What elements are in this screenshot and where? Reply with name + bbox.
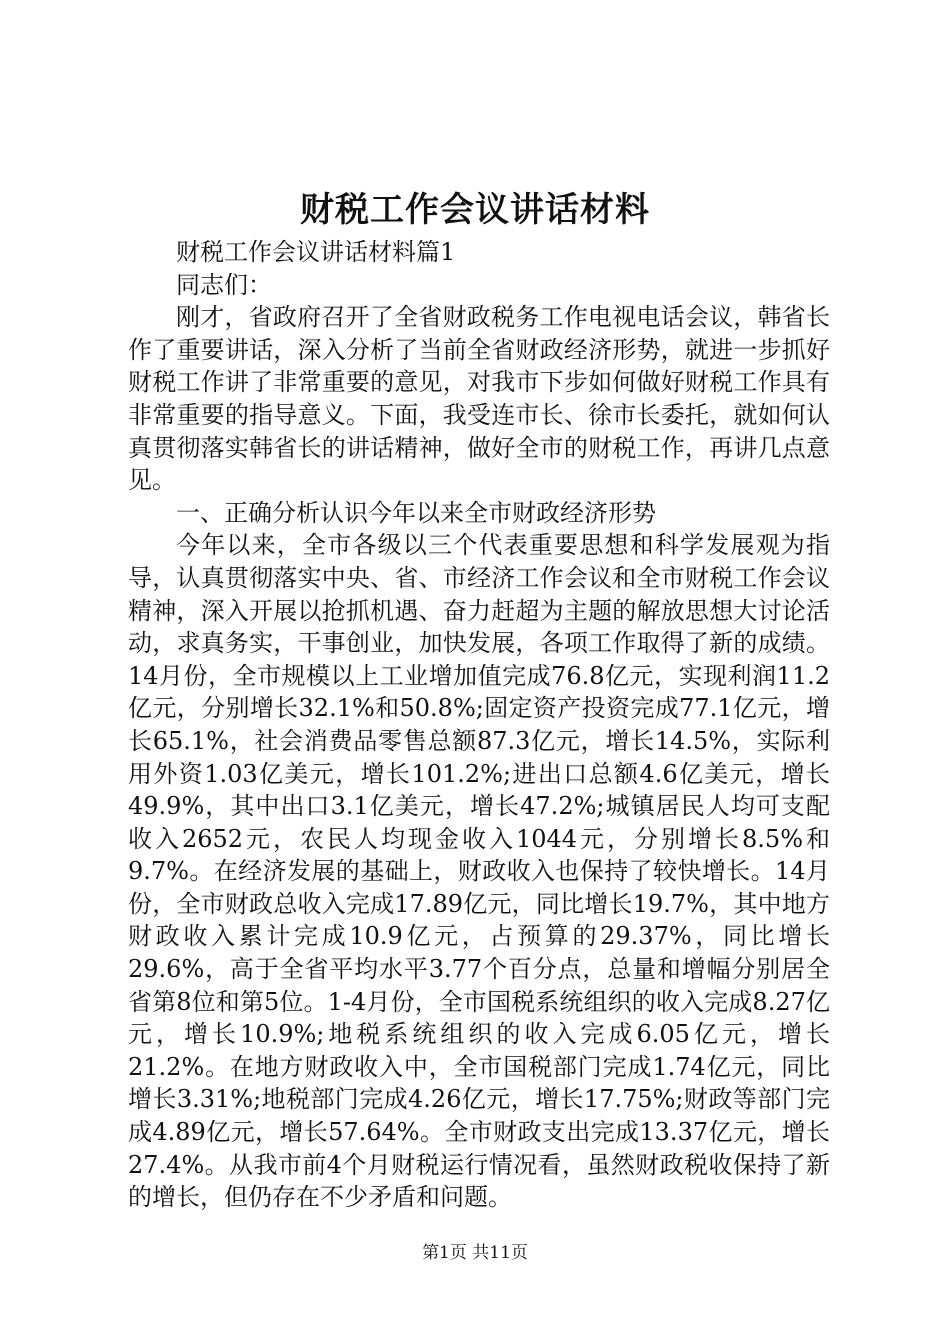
salutation: 同志们： (176, 270, 272, 299)
document-title: 财税工作会议讲话材料 (300, 190, 650, 230)
intro-paragraph: 刚才，省政府召开了全省财政税务工作电视电话会议，韩省长作了重要讲话，深入分析了当前全省财政经济形势，就进一步抓好财税工作讲了非常重要的意见，对我市下步如何做好财税工作具有非常重要的指导意义。下面，我受连市长、徐市长委托，就如何认真贯彻落实韩省长的讲话精神，做好全市的财税工作，再讲几点意见。 (128, 303, 830, 495)
page-number-footer: 第1页 共11页 (422, 1243, 528, 1263)
document-body (128, 236, 830, 1214)
economic-situation-paragraph: 今年以来，全市各级以三个代表重要思想和科学发展观为指导，认真贯彻落实中央、省、市经济工作会议和全市财税工作会议精神，深入开展以抢抓机遇、奋力赶超为主题的解放思想大讨论活动，求真务实，干事创业，加快发展，各项工作取得了新的成绩。14月份，全市规模以上工业增加值完成76.8亿元，实现利润11.2亿元，分别增长32.1%和50.8%;固定资产投资完成77.1亿元，增长65.1%，社会消费品零售总额87.3亿元，增长14.5%，实际利用外资1.03亿美元，增长101.2%;进出口总额4.6亿美元，增长49.9%，其中出口3.1亿美元，增长47.2%;城镇居民人均可支配收入2652元，农民人均现金收入1044元，分别增长8.5%和9.7%。在经济发展的基础上，财政收入也保持了较快增长。14月份，全市财政总收入完成17.89亿元，同比增长19.7%，其中地方财政收入累计完成10.9亿元，占预算的29.37%，同比增长29.6%，高于全省平均水平3.77个百分点，总量和增幅分别居全省第8位和第5位。1-4月份，全市国税系统组织的收入完成8.27亿元，增长10.9%;地税系统组织的收入完成6.05亿元，增长21.2%。在地方财政收入中，全市国税部门完成1.74亿元，同比增长3.31%;地税部门完成4.26亿元，增长17.75%;财政等部门完成4.89亿元，增长57.64%。全市财政支出完成13.37亿元，增长27.4%。从我市前4个月财税运行情况看，虽然财政税收保持了新的增长，但仍存在不少矛盾和问题。 (128, 531, 830, 1212)
section-heading-part-1: 一、正确分析认识今年以来全市财政经济形势 (176, 498, 656, 527)
section-heading-1: 财税工作会议讲话材料篇1 (176, 238, 456, 266)
